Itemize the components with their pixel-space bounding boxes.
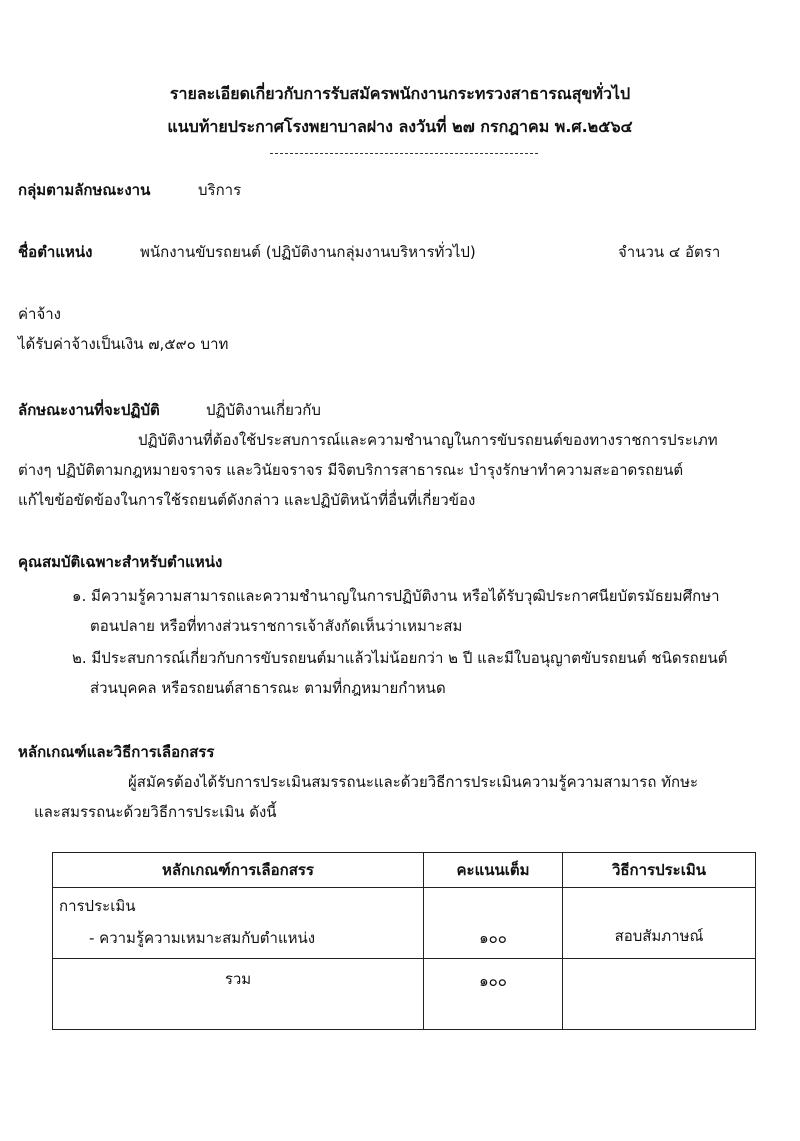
total-score-cell xyxy=(424,959,563,1030)
score-cell xyxy=(424,888,563,959)
criteria-item: - ความรู้ความเหมาะสมกับตำแหน่ง xyxy=(89,929,316,947)
qualification-item1-line2: ตอนปลาย หรือที่ทางส่วนราชการเจ้าสังกัดเห็นว่าเหมาะสม xyxy=(90,617,463,635)
selection-label: หลักเกณฑ์และวิธีการเลือกสรร xyxy=(18,743,215,761)
qualification-item2-line1: ๒. มีประสบการณ์เกี่ยวกับการขับรถยนต์มาแล้วไม่น้อยกว่า ๒ ปี และมีใบอนุญาตขับรถยนต์ ชนิดรถยนต์ xyxy=(72,649,728,667)
duties-line1: ปฏิบัติงานที่ต้องใช้ประสบการณ์และความชำนาญในการขับรถยนต์ของทางราชการประเภท xyxy=(138,431,718,449)
selection-line1: ผู้สมัครต้องได้รับการประเมินสมรรถนะและด้วยวิธีการประเมินความรู้ความสามารถ ทักษะ xyxy=(128,773,699,791)
header-method: วิธีการประเมิน xyxy=(563,853,756,888)
method-value: สอบสัมภาษณ์ xyxy=(614,927,704,945)
qualification-item2-line2: ส่วนบุคคล หรือรถยนต์สาธารณะ ตามที่กฎหมายกำหนด xyxy=(90,679,446,697)
table-row-total xyxy=(53,959,756,1030)
selection-line2: และสมรรถนะด้วยวิธีการประเมิน ดังนี้ xyxy=(34,803,277,821)
wage-label: ค่าจ้าง xyxy=(18,305,61,323)
criteria-group: การประเมิน xyxy=(59,897,136,915)
total-label: รวม xyxy=(224,970,252,988)
duties-label: ลักษณะงานที่จะปฏิบัติ xyxy=(18,401,160,419)
table-row xyxy=(53,888,756,959)
job-group-value: บริการ xyxy=(198,181,242,199)
position-label: ชื่อตำแหน่ง xyxy=(18,243,93,261)
table-header-row xyxy=(53,853,756,888)
total-score: ๑๐๐ xyxy=(479,972,507,990)
criteria-cell xyxy=(53,888,424,959)
doc-title-line1: รายละเอียดเกี่ยวกับการรับสมัครพนักงานกระทรวงสาธารณสุขทั่วไป xyxy=(169,84,631,103)
selection-criteria-table xyxy=(52,852,756,1030)
duties-line3: แก้ไขข้อขัดข้องในการใช้รถยนต์ดังกล่าว และปฏิบัติหน้าที่อื่นที่เกี่ยวข้อง xyxy=(18,491,476,509)
total-label-cell xyxy=(53,959,424,1030)
qualification-item1-line1: ๑. มีความรู้ความสามารถและความชำนาญในการปฏิบัติงาน หรือได้รับวุฒิประกาศนียบัตรมัธยมศึกษา xyxy=(72,587,720,605)
wage-value: ได้รับค่าจ้างเป็นเงิน ๗,๕๙๐ บาท xyxy=(18,335,229,353)
job-group-label: กลุ่มตามลักษณะงาน xyxy=(18,181,151,199)
title-divider xyxy=(270,153,538,154)
total-method-cell xyxy=(563,959,756,1030)
header-criteria: หลักเกณฑ์การเลือกสรร xyxy=(53,853,424,888)
score-value: ๑๐๐ xyxy=(479,929,507,947)
position-value: พนักงานขับรถยนต์ (ปฏิบัติงานกลุ่มงานบริหารทั่วไป) xyxy=(140,243,476,261)
duties-intro: ปฏิบัติงานเกี่ยวกับ xyxy=(206,401,321,419)
doc-title-line2: แนบท้ายประกาศโรงพยาบาลฝาง ลงวันที่ ๒๗ กรกฎาคม พ.ศ.๒๕๖๔ xyxy=(167,117,633,136)
position-count: จำนวน ๔ อัตรา xyxy=(618,243,721,261)
duties-line2: ต่างๆ ปฏิบัติตามกฎหมายจราจร และวินัยจราจร มีจิตบริการสาธารณะ บำรุงรักษาทำความสะอาดรถยนต์ xyxy=(18,461,684,479)
qualifications-label: คุณสมบัติเฉพาะสำหรับตำแหน่ง xyxy=(18,553,223,571)
method-cell xyxy=(563,888,756,959)
header-full-score: คะแนนเต็ม xyxy=(424,853,563,888)
